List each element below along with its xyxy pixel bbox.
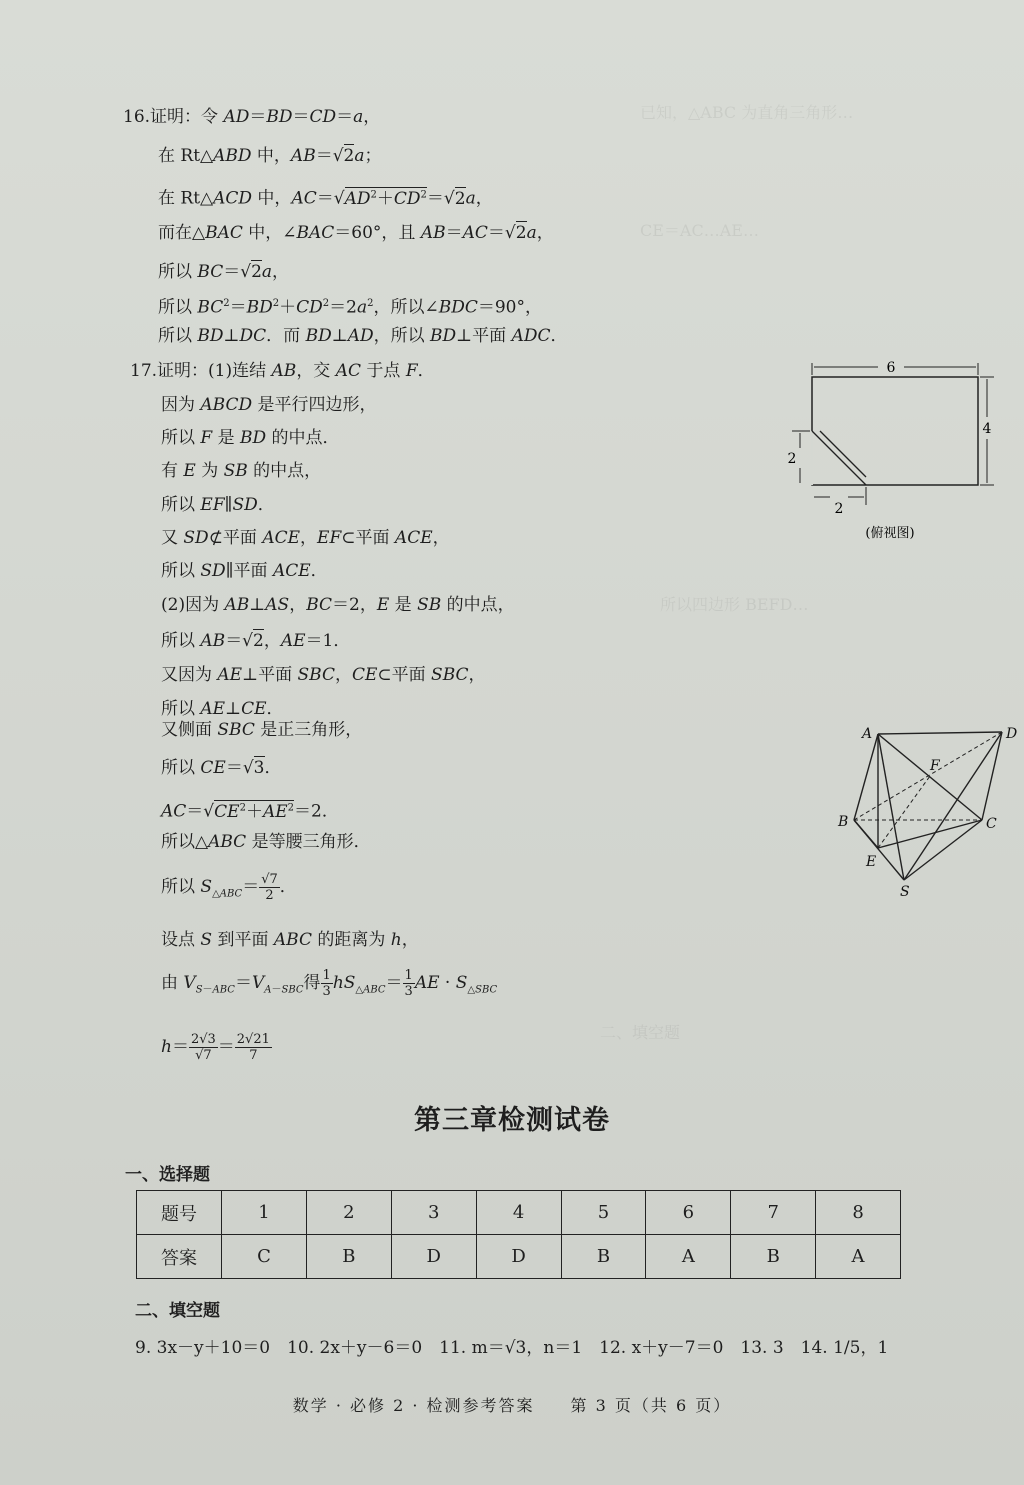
p17-line-4: 有 E 为 SB 的中点， [161, 461, 322, 481]
p17-line-10: 又因为 AE⊥平面 SBC，CE⊂平面 SBC， [161, 665, 486, 685]
question-number: 2 [306, 1191, 391, 1235]
p16-line-2: 在 Rt△ABD 中，AB＝√2a； [158, 146, 382, 166]
top-view-bottom-label: 2 [834, 501, 844, 517]
answer-cell: B [561, 1235, 646, 1279]
answer-page: 已知，△ABC 为直角三角形… CE＝AC…AE… 所以四边形 BEFD… 二、填空题 16.证明：令 AD＝BD＝CD＝a， 在 Rt△ABD 中，AB＝√2a； 在 Rt△ACD 中，$AC=√AD^2+CD^2=√2a$， 而在△BAC 中，∠BAC＝60°，且 AB＝AC＝√2a， 所以 BC＝√2a， 所以 $BC^2=BD^2+CD^2=2a^2$，所以∠BDC＝90°， 所以 BD⊥DC．而 BD⊥AD，所以 BD⊥平面 ADC． 17.证明：(1)连结 AB，交 AC 于点 F． 因为 ABCD 是平行四边形， 所以 F 是 BD 的中点． 有 E 为 SB 的中点， 所以 EF∥SD． 又 SD⊄平面 ACE，EF⊂平面 ACE， 所以 SD∥平面 ACE． (2)因为 AB⊥AS，BC＝2，E 是 SB 的中点， 所以 AB＝√2，AE＝1． 又因为 AE⊥平面 SBC，CE⊂平面 SBC， 所以 AE⊥CE． 又侧面 SBC 是正三角形， 所以 CE＝√3． $AC=√CE^2+AE^2=2$． 所以△ABC 是等腰三角形． 所以 $S_{\triangle ABC}=$ $\frac{√7}{2}$ ． 设点 S 到平面 ABC 的距离为 h， 由 $V_{S-ABC}=V_{A-SBC}$得 $\frac{1}{3}$ $hS_{\triangle ABC}=$ $\frac{1}{3}$ AE · $S_{\triangle SBC}$ h＝ $\frac{2√3}{√7}$ ＝ $\frac{2√21}{7}$ 6 4 2 2 (俯视图) A D F B C E S 第三章检测试卷 一、选择题 题号 1 2 3 4 5 6 7 8 答案 C B D D B A B A 二、填空题 9. 3x－y＋10＝0 10. 2x＋y－6＝0 11. m＝√3，n＝1 12. x＋y－7＝0 13. 3 14. 1/5，1 数学 · 必修 2 · 检测参考答案 第 3 页（共 6 页） [0, 0, 1024, 1485]
vertex-D: D [1006, 726, 1018, 742]
answer-cell: D [391, 1235, 476, 1279]
p17-line-19: h＝ $\frac{2√3}{√7}$ ＝ $\frac{2√21}{7}$ [161, 1032, 270, 1063]
p17-line-13: 所以 CE＝√3． [161, 758, 282, 778]
vertex-F: F [930, 758, 940, 774]
p17-line-3: 所以 F 是 BD 的中点． [161, 428, 340, 448]
vertex-S: S [900, 884, 910, 900]
answer-cell: D [476, 1235, 561, 1279]
p17-line-17: 设点 S 到平面 ABC 的距离为 h， [161, 930, 419, 950]
answer-cell: C [222, 1235, 307, 1279]
table-row-numbers [137, 1191, 901, 1235]
answer-cell: A [646, 1235, 731, 1279]
section-choice-heading: 一、选择题 [125, 1165, 210, 1185]
table-row-answers [137, 1235, 901, 1279]
p16-line-3: 在 Rt△ACD 中，$AC=√AD^2+CD^2=√2a$， [158, 188, 493, 209]
answer-cell: A [816, 1235, 901, 1279]
p17-line-12: 又侧面 SBC 是正三角形， [161, 720, 363, 740]
p17-line-5: 所以 EF∥SD． [161, 495, 275, 515]
vertex-B: B [838, 814, 849, 830]
pyramid-diagram [830, 720, 1024, 900]
p16-line-6: 所以 $BC^2=BD^2+CD^2=2a^2$，所以∠BDC＝90°， [158, 297, 542, 318]
p17-line-2: 因为 ABCD 是平行四边形， [161, 395, 377, 415]
question-number: 3 [391, 1191, 476, 1235]
p17-line-15: 所以△ABC 是等腰三角形． [161, 832, 371, 852]
p17-line-8: (2)因为 AB⊥AS，BC＝2，E 是 SB 的中点， [161, 595, 515, 615]
question-number: 5 [561, 1191, 646, 1235]
question-number: 8 [816, 1191, 901, 1235]
p17-line-11: 所以 AE⊥CE． [161, 699, 284, 719]
row-label-answer: 答案 [137, 1235, 222, 1279]
answer-cell: B [306, 1235, 391, 1279]
top-view-caption: (俯视图) [865, 526, 915, 541]
vertex-E: E [866, 854, 877, 870]
top-view-diagram [780, 355, 1000, 545]
question-number: 7 [731, 1191, 816, 1235]
p17-line-1: 17.证明：(1)连结 AB，交 AC 于点 F． [130, 361, 435, 381]
top-view-width-label: 6 [886, 360, 896, 376]
p16-line-7: 所以 BD⊥DC．而 BD⊥AD，所以 BD⊥平面 ADC． [158, 326, 568, 346]
p16-line-1: 16.证明：令 AD＝BD＝CD＝a， [123, 107, 381, 127]
p17-line-9: 所以 AB＝√2，AE＝1． [161, 631, 351, 651]
p17-line-14: $AC=√CE^2+AE^2=2$． [161, 801, 339, 822]
fill-in-answers: 9. 3x－y＋10＝0 10. 2x＋y－6＝0 11. m＝√3，n＝1 12. x＋y－7＝0 13. 3 14. 1/5，1 [135, 1338, 889, 1358]
vertex-A: A [862, 726, 873, 742]
question-number: 4 [476, 1191, 561, 1235]
top-view-height-label: 4 [982, 421, 992, 437]
page-footer: 数学 · 必修 2 · 检测参考答案 第 3 页（共 6 页） [292, 1396, 732, 1415]
row-label-number: 题号 [137, 1191, 222, 1235]
question-number: 1 [222, 1191, 307, 1235]
p16-line-5: 所以 BC＝√2a， [158, 262, 290, 282]
answer-table [136, 1190, 901, 1279]
vertex-C: C [986, 816, 997, 832]
p16-line-4: 而在△BAC 中，∠BAC＝60°，且 AB＝AC＝√2a， [158, 223, 554, 243]
p17-line-7: 所以 SD∥平面 ACE． [161, 561, 328, 581]
p17-line-18: 由 $V_{S-ABC}=V_{A-SBC}$得 $\frac{1}{3}$ $hS_{\triangle ABC}=$ $\frac{1}{3}$ AE · $S_{\triangle SBC}$ [161, 968, 498, 999]
question-number: 6 [646, 1191, 731, 1235]
top-view-left-label: 2 [787, 451, 797, 467]
answer-cell: B [731, 1235, 816, 1279]
p17-line-16: 所以 $S_{\triangle ABC}=$ $\frac{√7}{2}$ ． [161, 872, 297, 903]
chapter-title: 第三章检测试卷 [414, 1105, 610, 1136]
p17-line-6: 又 SD⊄平面 ACE，EF⊂平面 ACE， [161, 528, 450, 548]
section-fill-heading: 二、填空题 [135, 1301, 220, 1321]
